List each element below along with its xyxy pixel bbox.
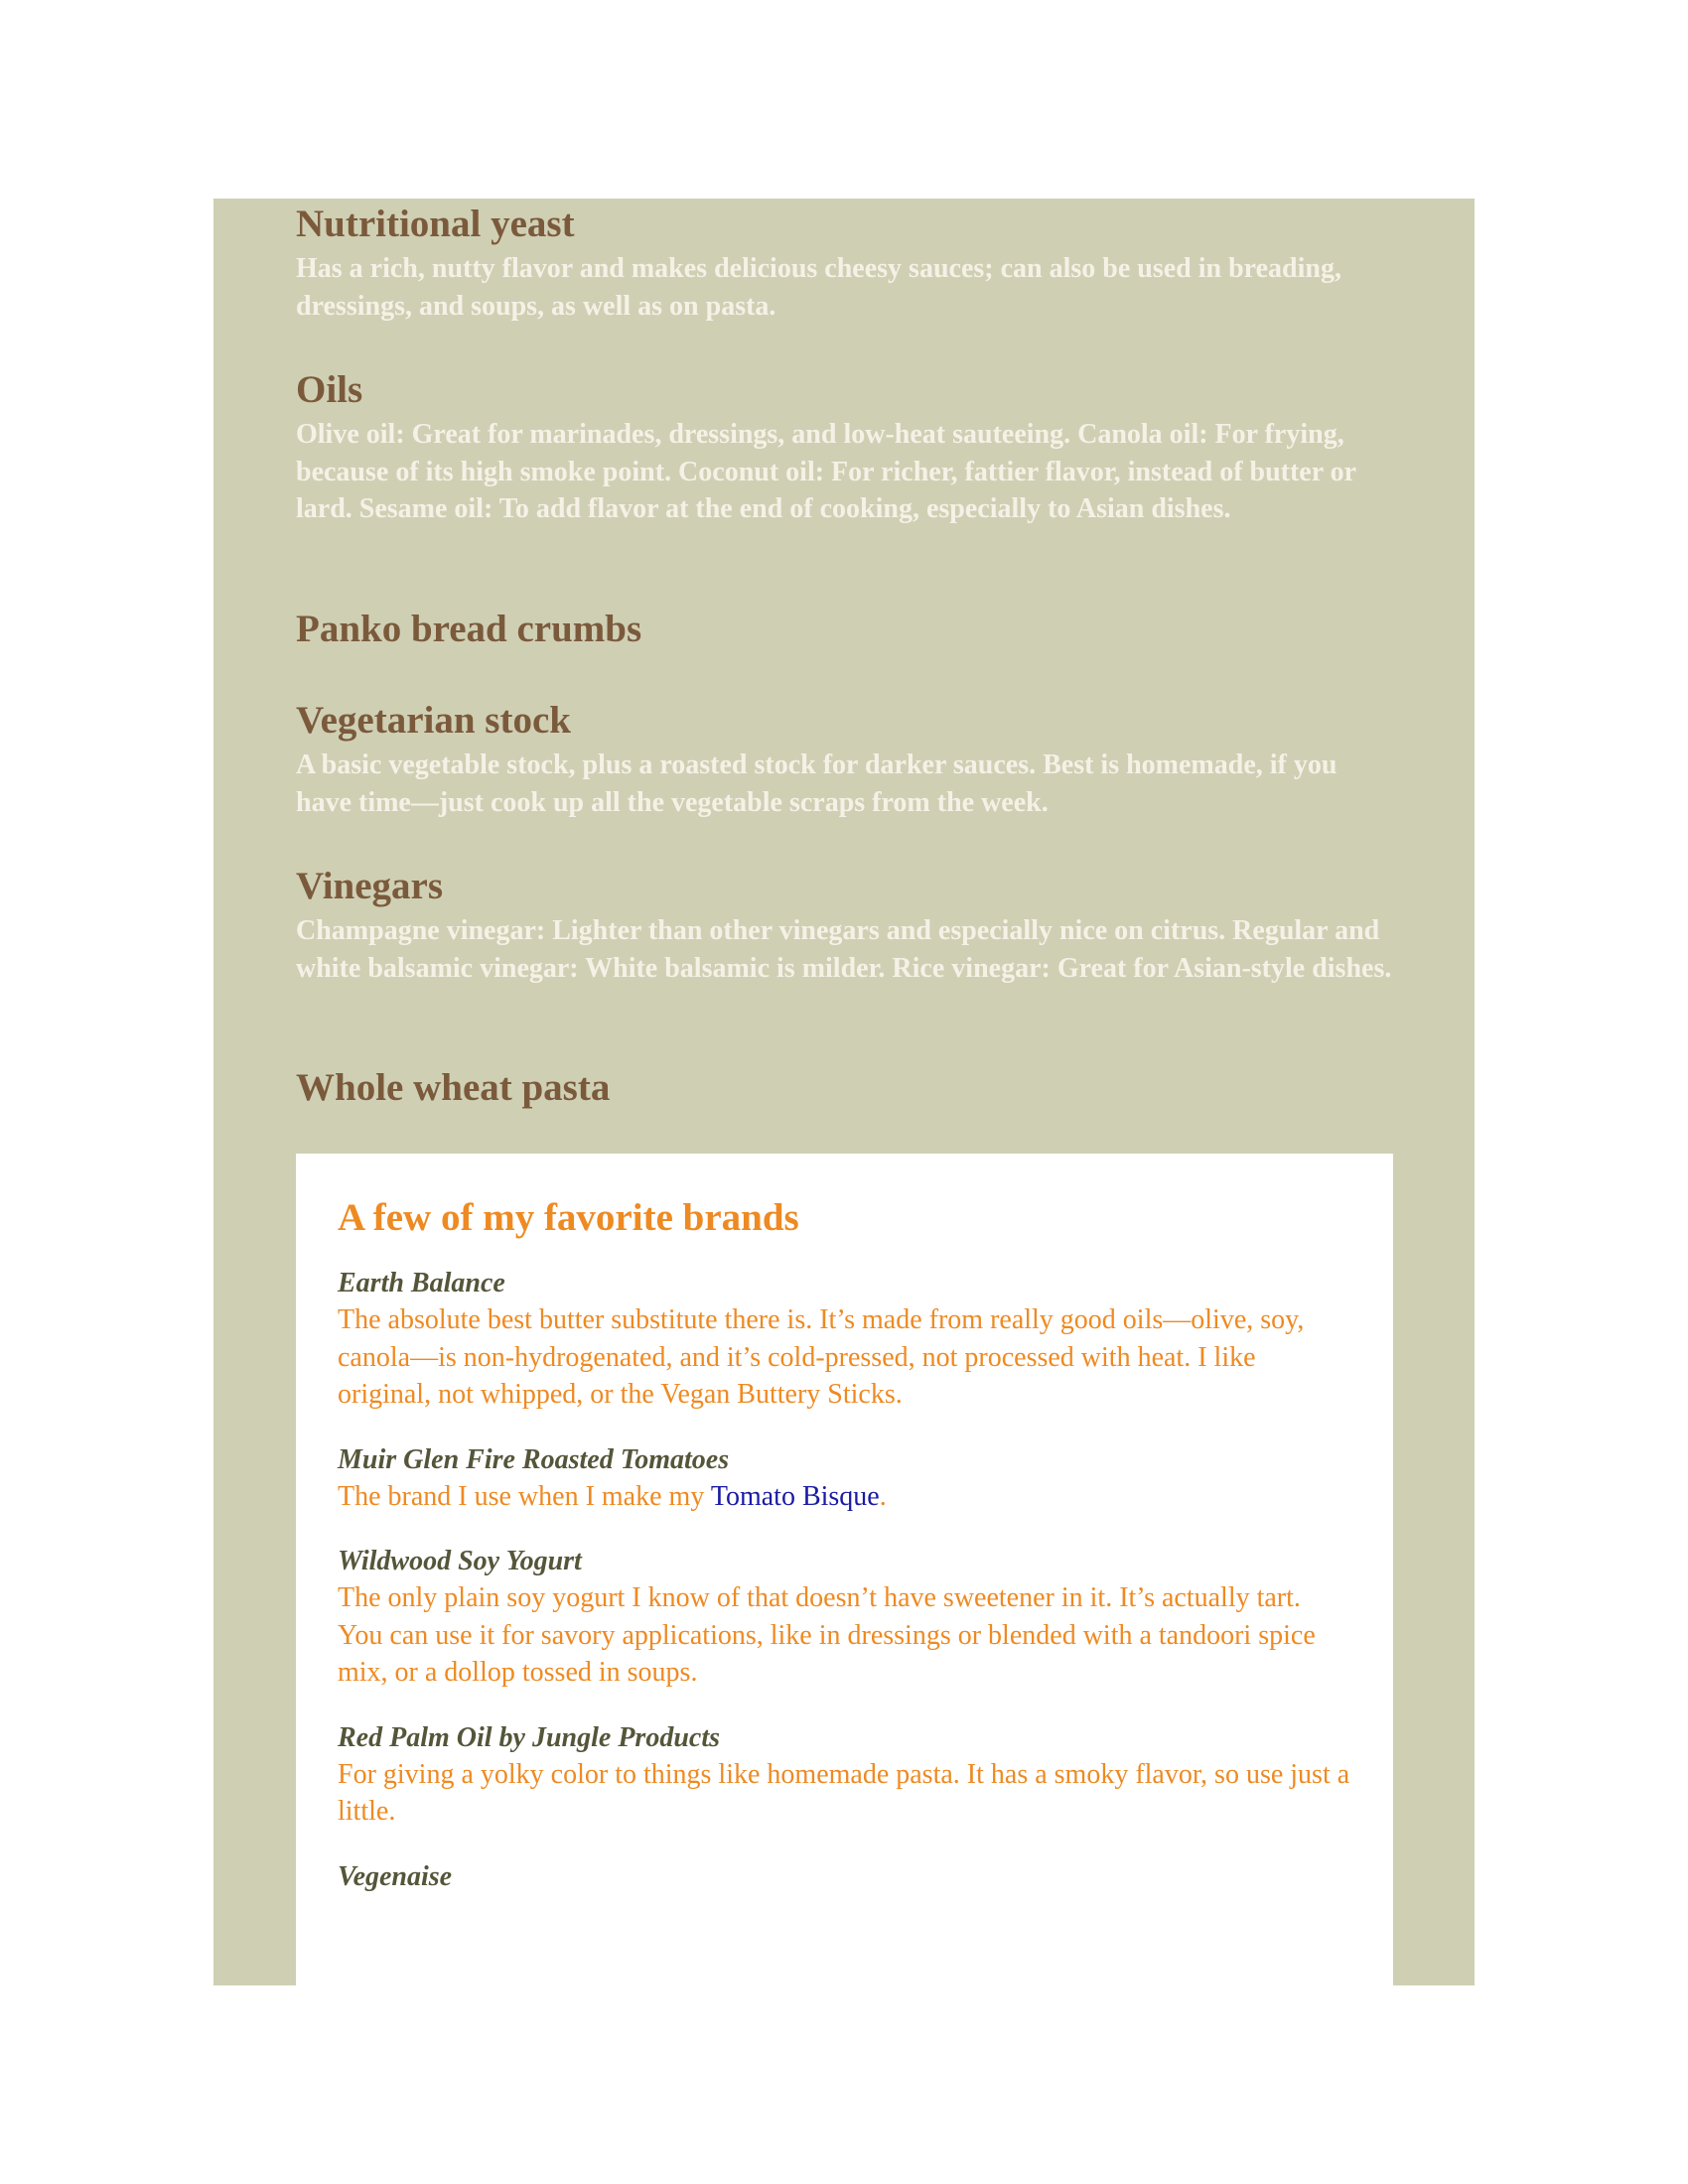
brand-text: The absolute best butter substitute there is. It’s made from really good oils—olive, soy, canola—is non-hydrogenated, and it’s cold-pressed, not processed with heat. I like original, not whipped, or the Vegan Buttery Sticks. — [338, 1304, 1305, 1410]
brand-text: The only plain soy yogurt I know of that doesn’t have sweetener in it. It’s actually tart. You can use it for savory applications, like in dressings or blended with a tandoori spice mix, or a dollop tossed in soups. — [338, 1582, 1316, 1688]
brand-earth-balance — [338, 1265, 1350, 1414]
brand-red-palm-oil — [338, 1719, 1350, 1831]
tomato-bisque-link[interactable]: Tomato Bisque — [710, 1480, 880, 1512]
brand-text-after: . — [879, 1480, 887, 1512]
entry-text: Olive oil: Great for marinades, dressings, and low-heat sauteeing. Canola oil: For frying, because of its high smoke point. Coconut oil: For richer, fattier flavor, instead of butter or lard. Sesame oil: To add flavor at the end of cooking, especially to Asian dishes. — [296, 419, 1356, 524]
brand-name: Muir Glen Fire Roasted Tomatoes — [338, 1443, 730, 1475]
pantry-panel — [213, 199, 1475, 1985]
entry-vinegars — [296, 861, 1398, 987]
brand-text-container — [338, 1478, 1350, 1516]
entry-text: Champagne vinegar: Lighter than other vinegars and especially nice on citrus. Regular and white balsamic vinegar: White balsamic is milder. Rice vinegar: Great for Asian-style dishes. — [296, 915, 1392, 984]
entry-oils — [296, 364, 1398, 528]
entry-title: Panko bread crumbs — [296, 608, 642, 650]
entry-title: Nutritional yeast — [296, 203, 575, 245]
brand-name: Earth Balance — [338, 1268, 505, 1298]
entry-nutritional-yeast — [296, 199, 1398, 325]
entry-title: Vinegars — [296, 865, 444, 907]
brand-muir-glen — [338, 1441, 1350, 1516]
brand-vegenaise — [338, 1858, 1350, 1895]
brand-name: Wildwood Soy Yogurt — [338, 1546, 582, 1576]
entry-text: A basic vegetable stock, plus a roasted stock for darker sauces. Best is homemade, if you have time—just cook up all the vegetable scraps from the week. — [296, 750, 1337, 818]
brand-wildwood — [338, 1543, 1350, 1692]
entry-text: Has a rich, nutty flavor and makes delicious cheesy sauces; can also be used in breading, dressings, and soups, as well as on pasta. — [296, 253, 1341, 322]
brand-name: Vegenaise — [338, 1860, 453, 1892]
brand-text: For giving a yolky color to things like homemade pasta. It has a smoky flavor, so use just a little. — [338, 1758, 1350, 1827]
entry-vegetarian-stock — [296, 695, 1398, 821]
brand-text: The brand I use when I make my — [338, 1480, 711, 1512]
brand-name: Red Palm Oil by Jungle Products — [338, 1721, 720, 1753]
entry-panko — [296, 604, 641, 655]
favorite-brands-content — [338, 1193, 1350, 1923]
favorite-brands-box — [296, 1154, 1393, 1985]
entry-whole-wheat-pasta — [296, 1062, 610, 1114]
brands-heading: A few of my favorite brands — [338, 1196, 799, 1239]
entry-title: Oils — [296, 368, 363, 411]
entry-title: Vegetarian stock — [296, 699, 571, 742]
entry-title: Whole wheat pasta — [296, 1066, 611, 1109]
